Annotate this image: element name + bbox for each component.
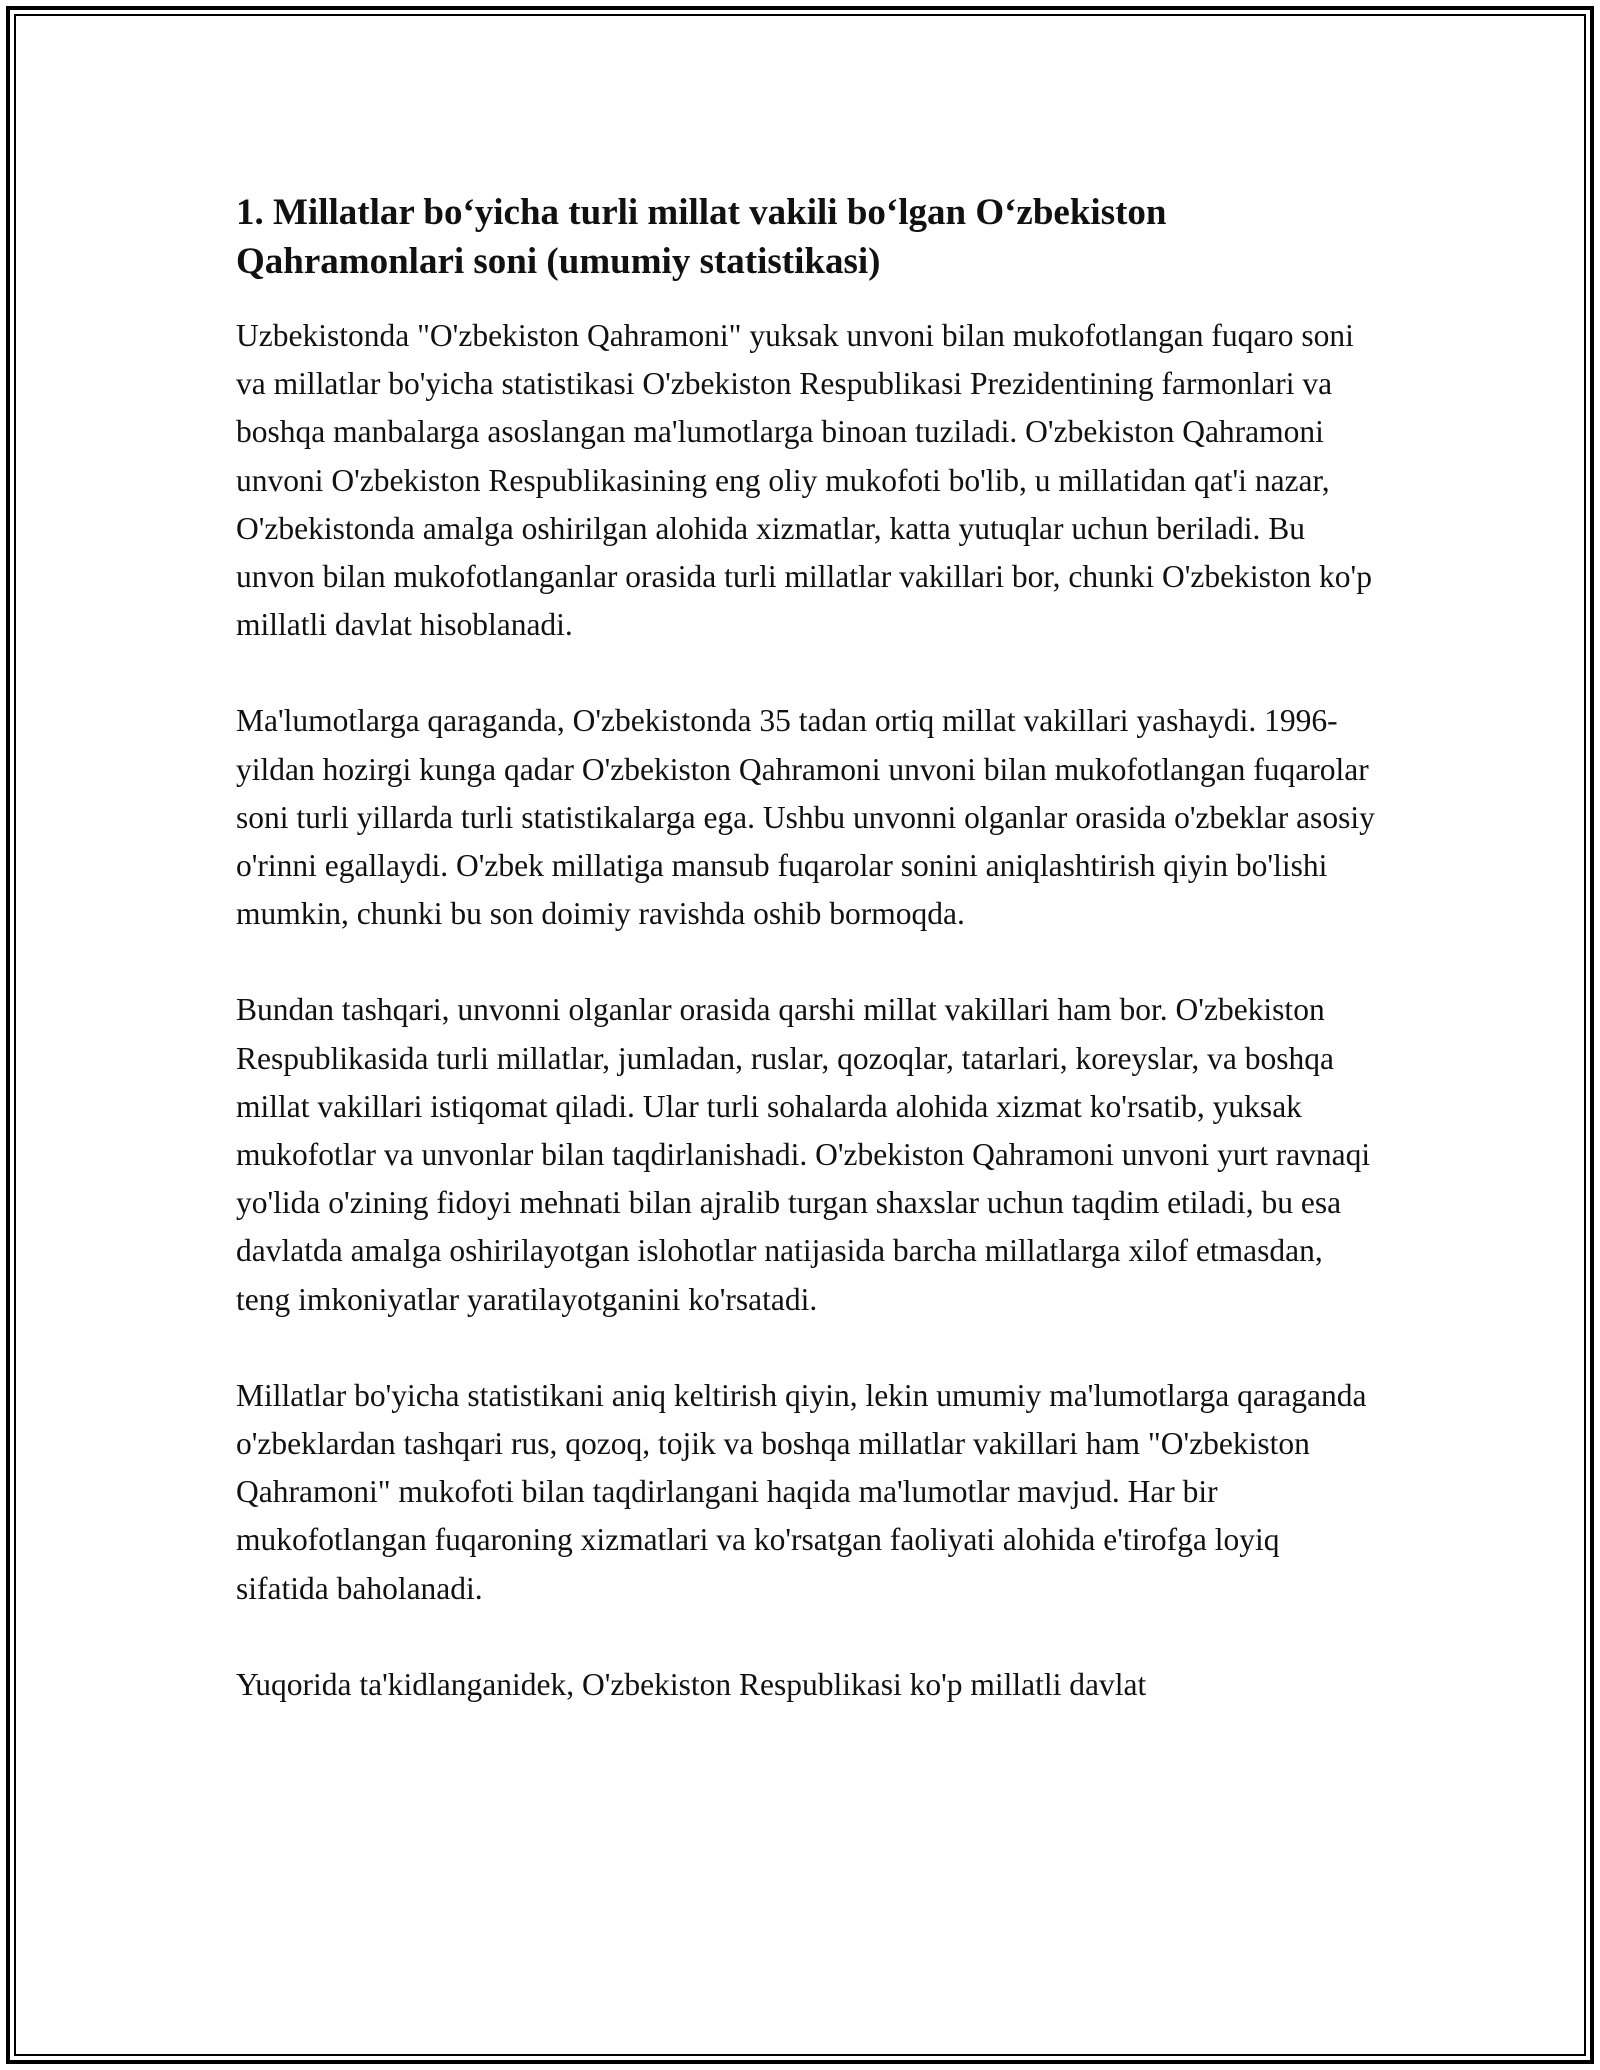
paragraph-1: Uzbekistonda "O'zbekiston Qahramoni" yuksak unvoni bilan mukofotlangan fuqaro soni va millatlar bo'yicha statistikasi O'zbekiston Respublikasi Prezidentining farmonlari va boshqa manbalarga asoslangan ma'lumotlarga binoan tuziladi. O'zbekiston Qahramoni unvoni O'zbekiston Respublikasining eng oliy mukofoti bo'lib, u millatidan qat'i nazar, O'zbekistonda amalga oshirilgan alohida xizmatlar, katta yutuqlar uchun beriladi. Bu unvon bilan mukofotlanganlar orasida turli millatlar vakillari bor, chunki O'zbekiston ko'p millatli davlat hisoblanadi. [236,318,1372,643]
section-heading: 1. Millatlar bo‘yicha turli millat vakili bo‘lgan O‘zbekiston Qahramonlari soni (umumiy statistikasi) [236,192,1167,282]
paragraph-2: Ma'lumotlarga qaraganda, O'zbekistonda 35 tadan ortiq millat vakillari yashaydi. 1996-yildan hozirgi kunga qadar O'zbekiston Qahramoni unvoni bilan mukofotlangan fuqarolar soni turli yillarda turli statistikalarga ega. Ushbu unvonni olganlar orasida o'zbeklar asosiy o'rinni egallaydi. O'zbek millatiga mansub fuqarolar sonini aniqlashtirish qiyin bo'lishi mumkin, chunki bu son doimiy ravishda oshib bormoqda. [236,703,1375,932]
document-body [236,188,1376,1757]
paragraph-4: Millatlar bo'yicha statistikani aniq keltirish qiyin, lekin umumiy ma'lumotlarga qaraganda o'zbeklardan tashqari rus, qozoq, tojik va boshqa millatlar vakillari ham "O'zbekiston Qahramoni" mukofoti bilan taqdirlangani haqida ma'lumotlar mavjud. Har bir mukofotlangan fuqaroning xizmatlari va ko'rsatgan faoliyati alohida e'tirofga loyiq sifatida baholanadi. [236,1377,1367,1606]
paragraph-5: Yuqorida ta'kidlanganidek, O'zbekiston Respublikasi ko'p millatli davlat [236,1666,1147,1702]
paragraph-3: Bundan tashqari, unvonni olganlar orasida qarshi millat vakillari ham bor. O'zbekiston Respublikasida turli millatlar, jumladan, ruslar, qozoqlar, tatarlari, koreyslar, va boshqa millat vakillari istiqomat qiladi. Ular turli sohalarda alohida xizmat ko'rsatib, yuksak mukofotlar va unvonlar bilan taqdirlanishadi. O'zbekiston Qahramoni unvoni yurt ravnaqi yo'lida o'zining fidoyi mehnati bilan ajralib turgan shaxslar uchun taqdim etiladi, bu esa davlatda amalga oshirilayotgan islohotlar natijasida barcha millatlarga xilof etmasdan, teng imkoniyatlar yaratilayotganini ko'rsatadi. [236,992,1371,1317]
